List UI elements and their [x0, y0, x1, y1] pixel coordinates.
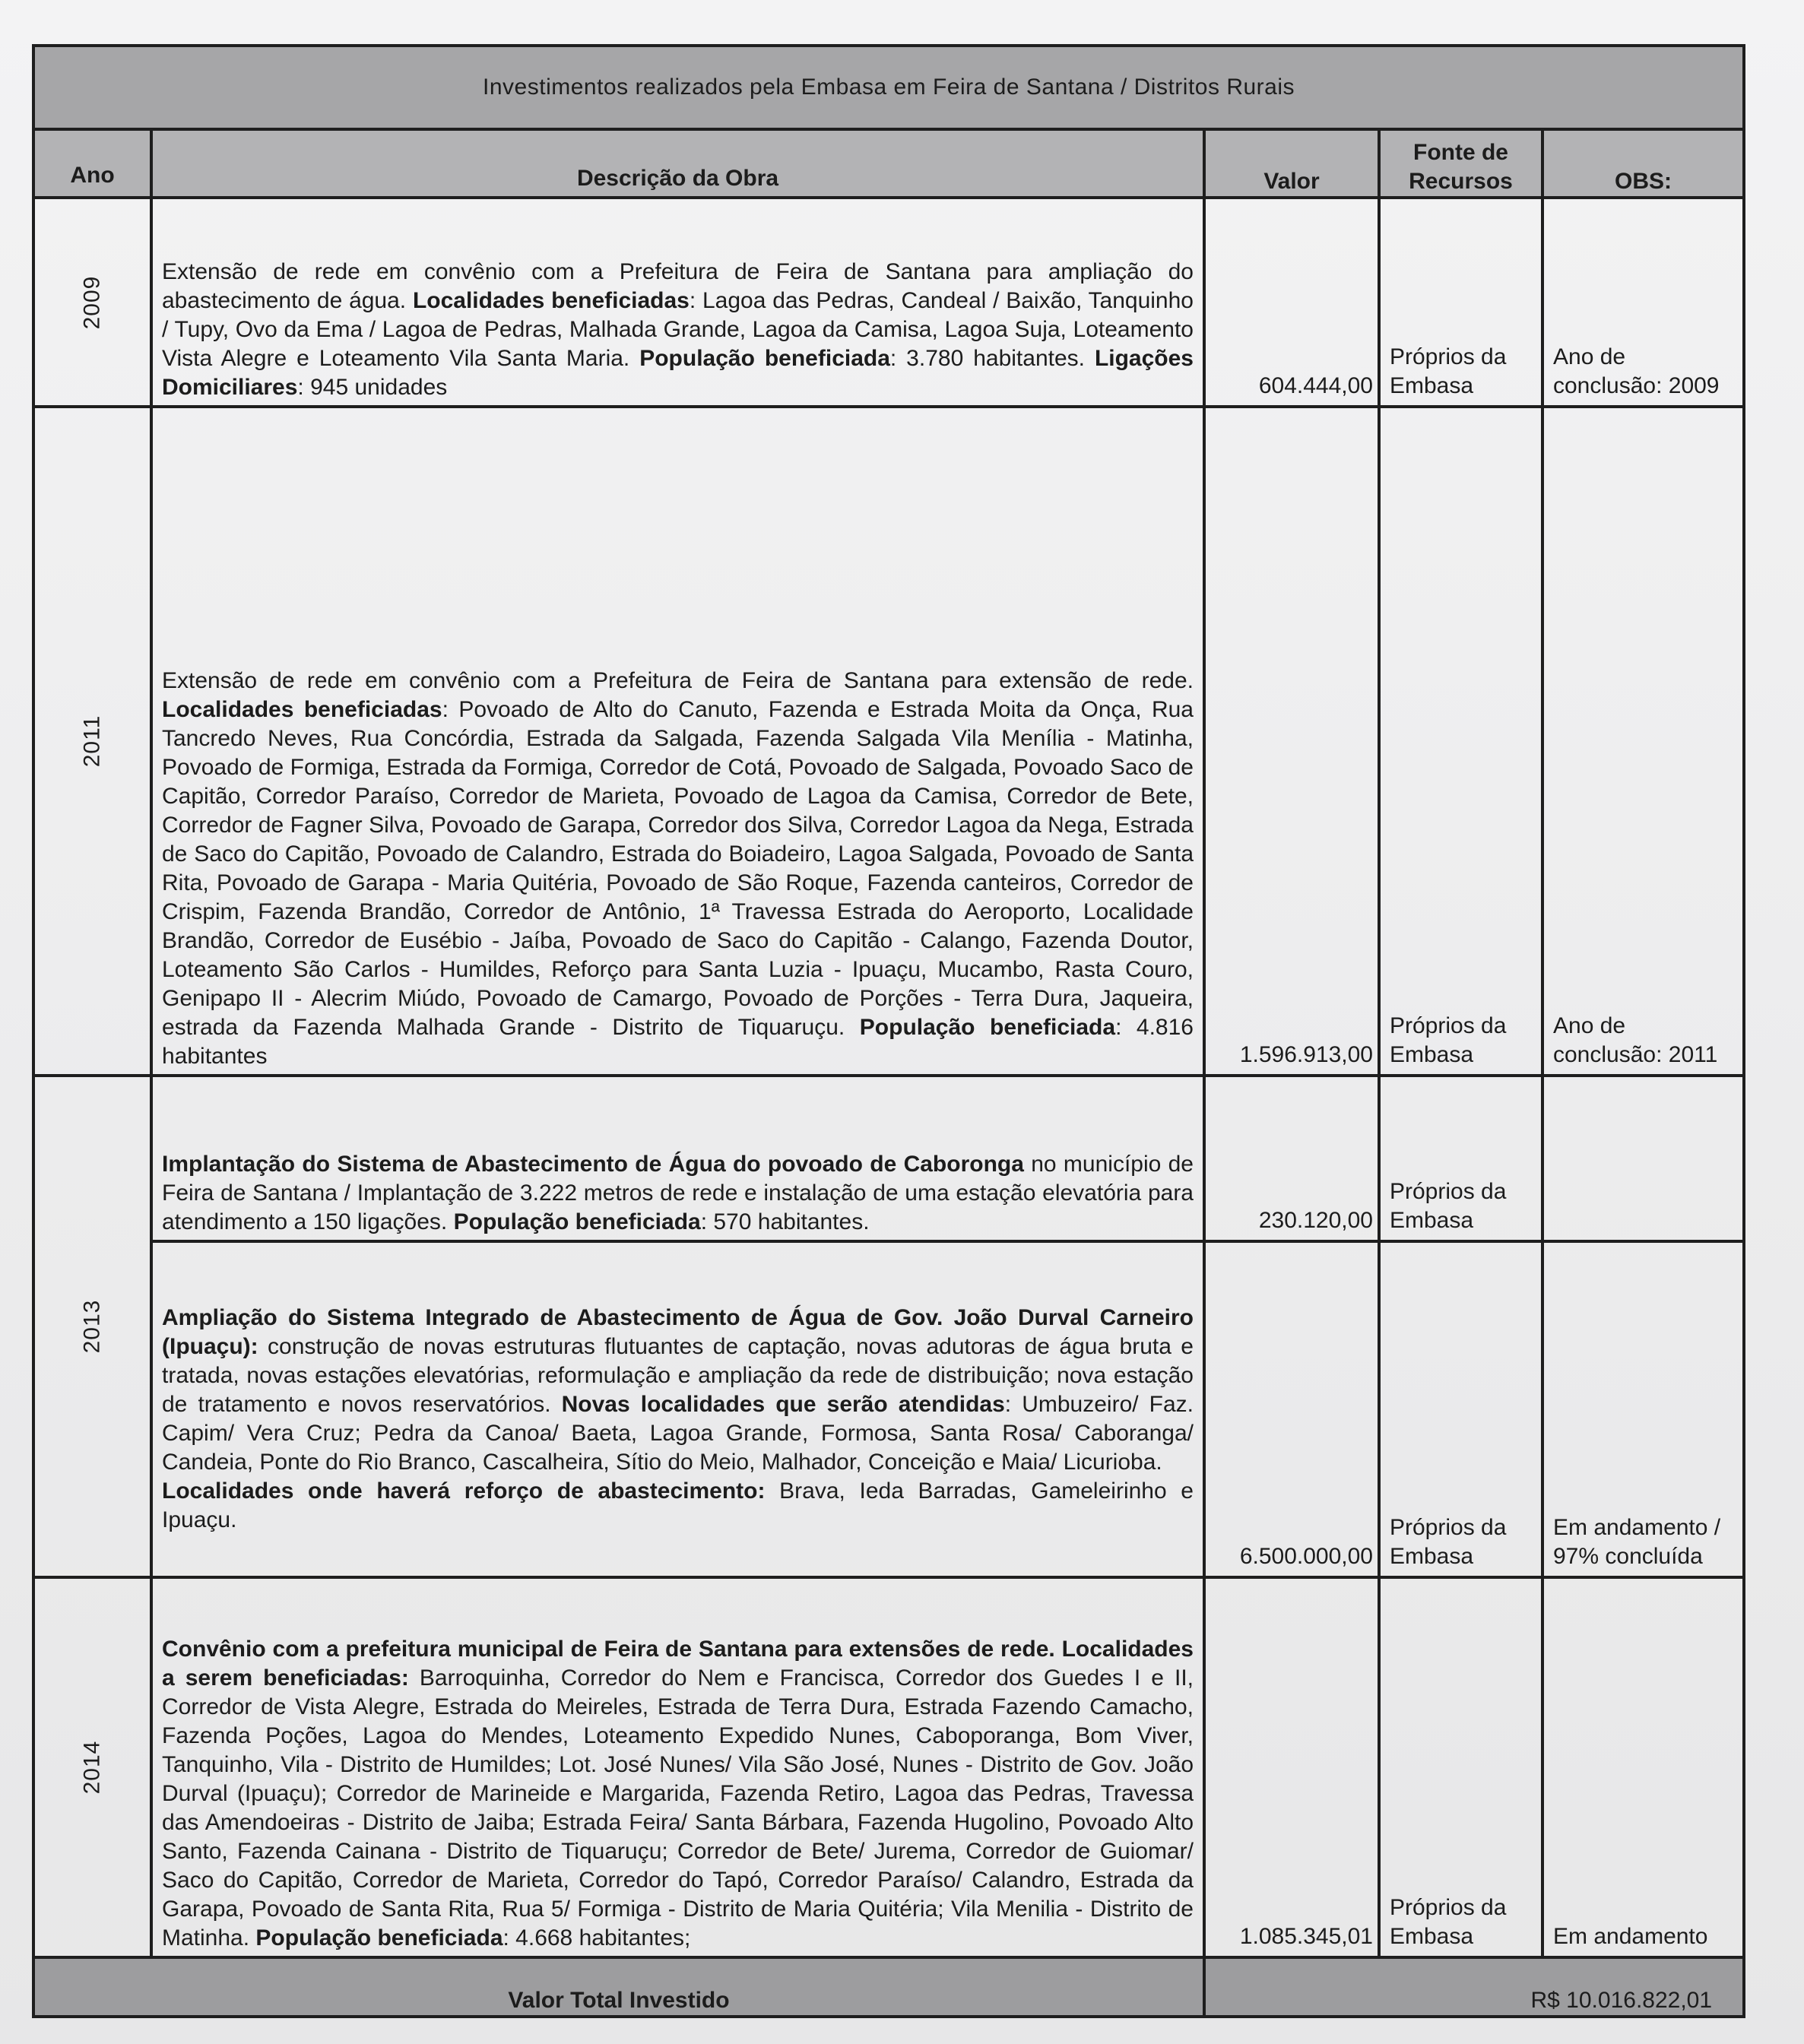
source-cell: Próprios da Embasa: [1379, 1241, 1542, 1577]
description-cell: Ampliação do Sistema Integrado de Abastecimento de Água de Gov. João Durval Carneiro (Ipuaçu): construção de novas estruturas flutuantes de captação, novas adutoras de água bruta e tratada, novas estações elevatórias, reformulação e ampliação da rede de distribuição; nova estação de tratamento e novos reservatórios. Novas localidades que serão atendidas: Umbuzeiro/ Faz. Capim/ Vera Cruz; Pedra da Canoa/ Baeta, Lagoa Grande, Formosa, Santa Rosa/ Caboranga/ Candeia, Ponte do Rio Branco, Cascalheira, Sítio do Meio, Malhador, Conceição e Maia/ Licurioba. Localidades onde haverá reforço de abastecimento: Brava, Ieda Barradas, Gameleirinho e Ipuaçu.: [151, 1241, 1204, 1577]
year-label: 2014: [79, 1740, 105, 1795]
obs-cell: Ano de conclusão: 2011: [1542, 407, 1744, 1076]
description-cell: Extensão de rede em convênio com a Prefeitura de Feira de Santana para extensão de rede. Localidades beneficiadas: Povoado de Alto do Canuto, Fazenda e Estrada Moita da Onça, Rua Tancredo Neves, Rua Concórdia, Estrada da Salgada, Fazenda Salgada Vila Menília - Matinha, Povoado de Formiga, Estrada da Formiga, Corredor de Cotá, Povoado de Salgada, Povoado Saco de Capitão, Corredor Paraíso, Corredor de Marieta, Povoado de Lagoa da Camisa, Corredor de Bete, Corredor de Fagner Silva, Povoado de Garapa, Corredor dos Silva, Corredor Lagoa da Nega, Estrada de Saco do Capitão, Povoado de Calandro, Estrada do Boiadeiro, Lagoa Salgada, Povoado de Santa Rita, Povoado de Garapa - Maria Quitéria, Povoado de São Roque, Fazenda canteiros, Corredor de Crispim, Fazenda Brandão, Corredor de Antônio, 1ª Travessa Estrada do Aeroporto, Localidade Brandão, Corredor de Eusébio - Jaíba, Povoado de Saco do Capitão - Calango, Fazenda Doutor, Loteamento São Carlos - Humildes, Reforço para Santa Luzia - Ipuaçu, Mucambo, Rasta Couro, Genipapo II - Alecrim Miúdo, Povoado de Camargo, Povoado de Porções - Terra Dura, Jaqueira, estrada da Fazenda Malhada Grande - Distrito de Tiquaruçu. População beneficiada: 4.816 habitantes: [151, 407, 1204, 1076]
table-row: [33, 1577, 1744, 1957]
source-cell: Próprios da Embasa: [1379, 1577, 1542, 1957]
header-descricao: Descrição da Obra: [151, 129, 1204, 198]
year-cell: [33, 1076, 151, 1577]
obs-cell: Em andamento / 97% concluída: [1542, 1241, 1744, 1577]
header-obs: OBS:: [1542, 129, 1744, 198]
header-fonte: Fonte de Recursos: [1379, 129, 1542, 198]
header-valor: Valor: [1204, 129, 1379, 198]
value-cell: 1.085.345,01: [1204, 1577, 1379, 1957]
investments-table: [32, 44, 1745, 2018]
value-cell: 604.444,00: [1204, 198, 1379, 407]
year-cell: [33, 198, 151, 407]
total-row: [33, 1957, 1744, 2017]
year-label: 2009: [79, 275, 105, 329]
year-label: 2011: [79, 715, 105, 768]
year-cell: [33, 1577, 151, 1957]
table-row: [33, 1076, 1744, 1241]
source-cell: Próprios da Embasa: [1379, 198, 1542, 407]
description-cell: Implantação do Sistema de Abastecimento de Água do povoado de Caboronga no município de Feira de Santana / Implantação de 3.222 metros de rede e instalação de uma estação elevatória para atendimento a 150 ligações. População beneficiada: 570 habitantes.: [151, 1076, 1204, 1241]
source-cell: Próprios da Embasa: [1379, 407, 1542, 1076]
header-row: [33, 129, 1744, 198]
obs-cell: [1542, 1076, 1744, 1241]
table-row: [33, 1241, 1744, 1577]
total-value: R$ 10.016.822,01: [1204, 1957, 1744, 2017]
value-cell: 230.120,00: [1204, 1076, 1379, 1241]
year-cell: [33, 407, 151, 1076]
table-row: [33, 407, 1744, 1076]
value-cell: 1.596.913,00: [1204, 407, 1379, 1076]
year-label: 2013: [79, 1299, 105, 1354]
description-cell: Convênio com a prefeitura municipal de Feira de Santana para extensões de rede. Localidades a serem beneficiadas: Barroquinha, Corredor do Nem e Francisca, Corredor dos Guedes I e II, Corredor de Vista Alegre, Estrada do Meireles, Estrada de Terra Dura, Estrada Fazendo Camacho, Fazenda Poções, Lagoa do Mendes, Loteamento Expedido Nunes, Caboporanga, Bom Viver, Tanquinho, Vila - Distrito de Humildes; Lot. José Nunes/ Vila São José, Nunes - Distrito de Gov. João Durval (Ipuaçu); Corredor de Marineide e Margarida, Fazenda Retiro, Lagoa das Pedras, Travessa das Amendoeiras - Distrito de Jaiba; Estrada Feira/ Santa Bárbara, Fazenda Hugolino, Povoado Alto Santo, Fazenda Cainana - Distrito de Tiquaruçu; Corredor de Bete/ Jurema, Corredor de Guiomar/ Saco do Capitão, Corredor de Marieta, Corredor do Tapó, Corredor Paraíso/ Calandro, Estrada da Garapa, Povoado de Santa Rita, Rua 5/ Formiga - Distrito de Maria Quitéria; Vila Menilia - Distrito de Matinha. População beneficiada: 4.668 habitantes;: [151, 1577, 1204, 1957]
table-row: [33, 198, 1744, 407]
total-label: Valor Total Investido: [33, 1957, 1204, 2017]
value-cell: 6.500.000,00: [1204, 1241, 1379, 1577]
source-cell: Próprios da Embasa: [1379, 1076, 1542, 1241]
header-ano: Ano: [33, 129, 151, 198]
table-title: Investimentos realizados pela Embasa em Feira de Santana / Distritos Rurais: [33, 46, 1744, 129]
obs-cell: Ano de conclusão: 2009: [1542, 198, 1744, 407]
obs-cell: Em andamento: [1542, 1577, 1744, 1957]
description-cell: Extensão de rede em convênio com a Prefeitura de Feira de Santana para ampliação do abastecimento de água. Localidades beneficiadas: Lagoa das Pedras, Candeal / Baixão, Tanquinho / Tupy, Ovo da Ema / Lagoa de Pedras, Malhada Grande, Lagoa da Camisa, Lagoa Suja, Loteamento Vista Alegre e Loteamento Vila Santa Maria. População beneficiada: 3.780 habitantes. Ligações Domiciliares: 945 unidades: [151, 198, 1204, 407]
